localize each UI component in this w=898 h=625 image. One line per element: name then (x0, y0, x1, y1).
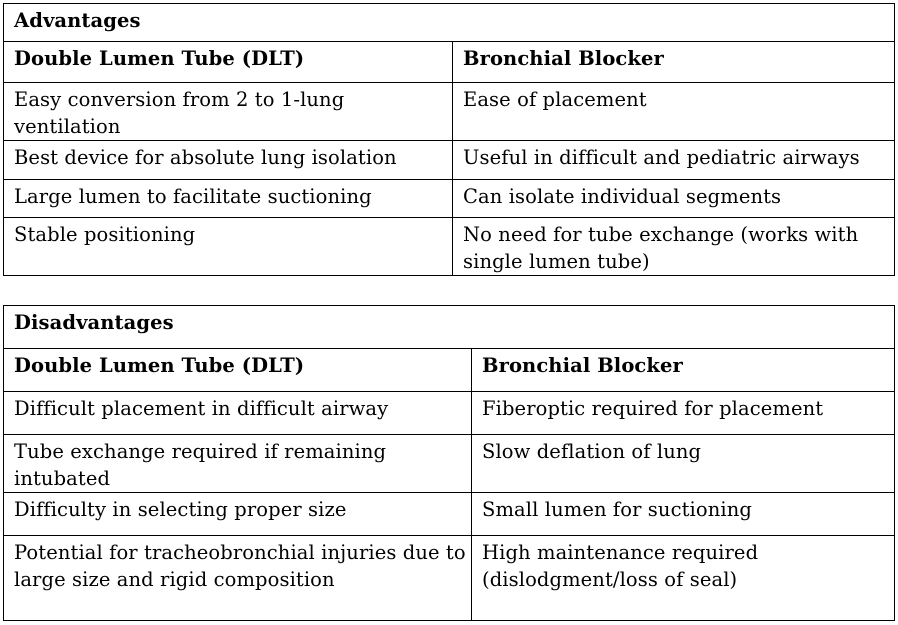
table-row (4, 83, 895, 141)
table-cell: Potential for tracheobronchial injuries due to large size and rigid composition (4, 536, 472, 621)
advantages-header-dlt: Double Lumen Tube (DLT) (4, 42, 453, 83)
disadvantages-header-dlt: Double Lumen Tube (DLT) (4, 349, 472, 392)
table-cell: No need for tube exchange (works with single lumen tube) (453, 218, 895, 276)
table-row (4, 180, 895, 218)
table-row (4, 435, 895, 493)
advantages-header-blocker: Bronchial Blocker (453, 42, 895, 83)
disadvantages-header-blocker: Bronchial Blocker (472, 349, 895, 392)
table-cell: Difficulty in selecting proper size (4, 493, 472, 536)
advantages-table (3, 3, 895, 276)
table-cell: Tube exchange required if remaining intubated (4, 435, 472, 493)
advantages-section-title: Advantages (4, 4, 895, 42)
table-cell: Easy conversion from 2 to 1-lung ventilation (4, 83, 453, 141)
table-row (4, 536, 895, 621)
table-cell: Useful in difficult and pediatric airways (453, 141, 895, 180)
disadvantages-table (3, 305, 895, 621)
table-cell: Small lumen for suctioning (472, 493, 895, 536)
table-cell: Difficult placement in difficult airway (4, 392, 472, 435)
table-cell: High maintenance required (dislodgment/loss of seal) (472, 536, 895, 621)
table-cell: Slow deflation of lung (472, 435, 895, 493)
table-cell: Best device for absolute lung isolation (4, 141, 453, 180)
disadvantages-section-title: Disadvantages (4, 306, 895, 349)
table-cell: Can isolate individual segments (453, 180, 895, 218)
table-row (4, 218, 895, 276)
table-row (4, 141, 895, 180)
table-row (4, 392, 895, 435)
table-cell: Fiberoptic required for placement (472, 392, 895, 435)
table-row (4, 493, 895, 536)
table-cell: Stable positioning (4, 218, 453, 276)
table-cell: Ease of placement (453, 83, 895, 141)
table-cell: Large lumen to facilitate suctioning (4, 180, 453, 218)
